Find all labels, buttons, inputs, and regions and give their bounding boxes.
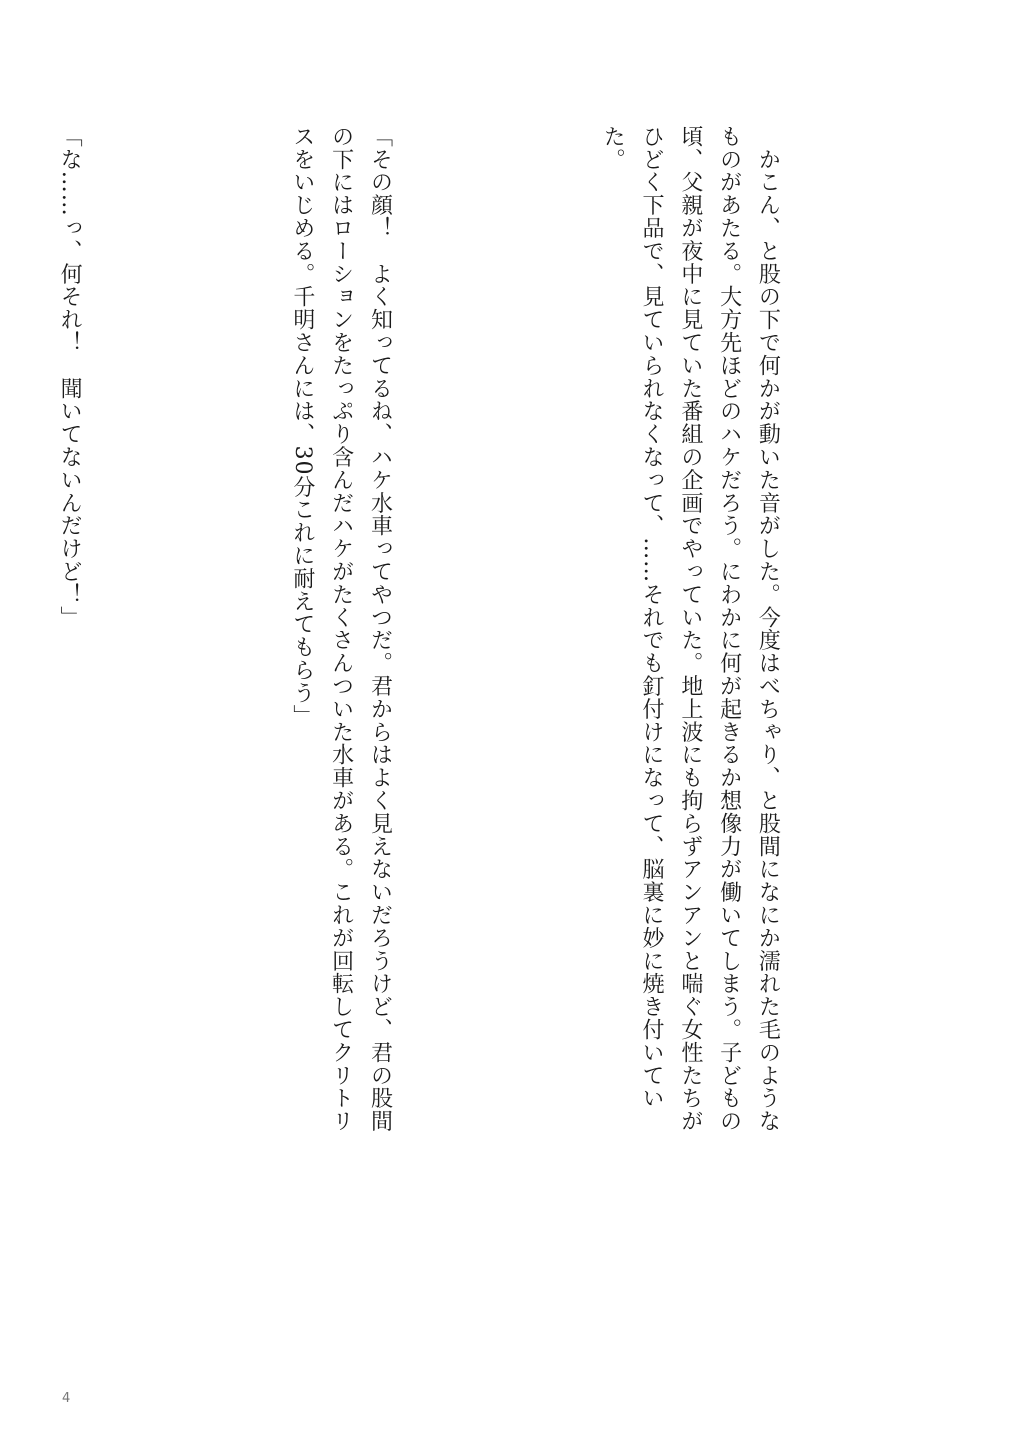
vertical-text-body <box>0 125 864 1155</box>
paragraph-break <box>166 125 205 1155</box>
paragraph-dialogue-2: 「な……っ、何それ！ 聞いてないんだけど！」 <box>57 125 83 629</box>
paragraph-narration-1: かこん、と股の下で何かが動いた音がした。今度はべちゃり、と股間になにか濡れた毛のようなものがあたる。大方先ほどのハケだろう。にわかに何が起きるか想像力が働いてしまう。子どもの頃、父親が夜中に見ていた番組の企画でやっていた。地上波にも拘らずアンアンと喘ぐ女性たちがひどく下品で、見ていられなくなって、……それでも釘付けになって、脳裏に妙に焼き付いていた。 <box>600 125 781 1133</box>
paragraph-dialogue-1: 「その顔！ よく知ってるね、ハケ水車ってやつだ。君からはよく見えないだろうけど、君の股間の下にはローションをたっぷり含んだハケがたくさんついた水車がある。これが回転してクリトリスをいじめる。千明さんには、30分これに耐えてもらう」 <box>289 125 393 1133</box>
paragraph-break <box>476 125 515 1155</box>
page-number: 4 <box>62 1391 71 1406</box>
